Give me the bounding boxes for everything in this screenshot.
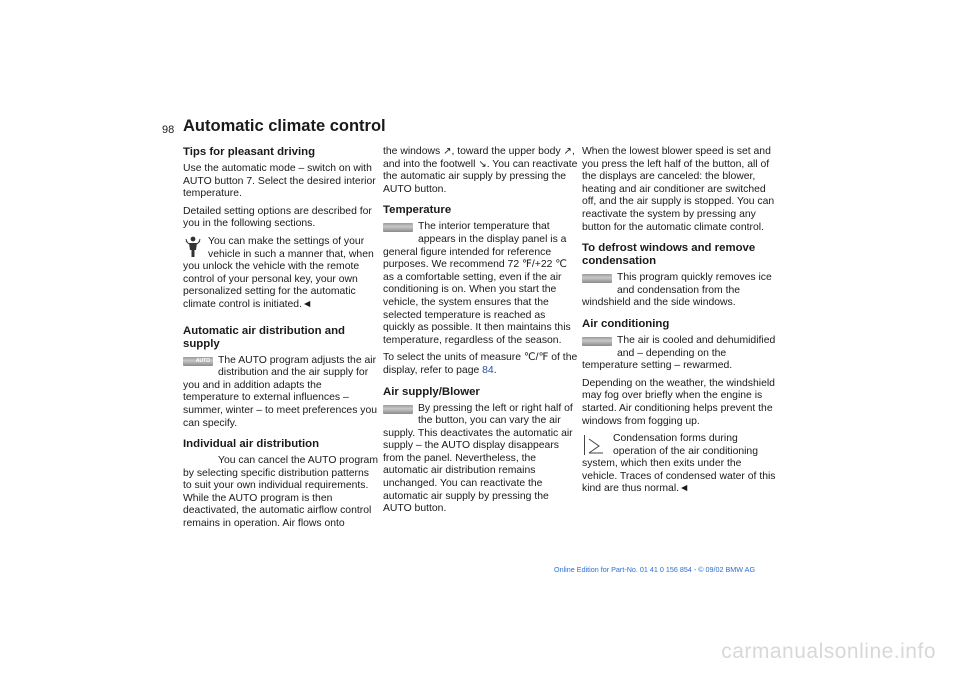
defrost-button-icon (582, 274, 612, 283)
paragraph-lowest-speed: When the lowest blower speed is set and you press the left half of the button, all of the displays are canceled: the blower, heating and air conditioner are switched off, and the air supply is stopped. You can reactivate the system by pressing any button for the automatic climate control. (582, 146, 775, 233)
personal-note (183, 236, 379, 312)
column-3 (582, 146, 778, 501)
heading-temperature: Temperature (383, 204, 452, 217)
heading-blower: Air supply/Blower (383, 385, 480, 398)
individual-section (183, 455, 379, 531)
temperature-button-icon (383, 223, 413, 232)
column-1 (183, 146, 379, 536)
paragraph-individual: You can cancel the AUTO program by selecting specific distribution patterns to suit your own individual requirements. While the AUTO program is then deactivated, the automatic airflow control remains in operation. Air flows onto (183, 455, 378, 530)
paragraph-auto: The AUTO program adjusts the air distribution and the air supply for you and in addition adapts the temperature to external influences – summer, winter – to meet preferences you can specify. (183, 354, 378, 429)
temperature-section (383, 221, 579, 347)
paragraph-tips-1: Use the automatic mode – switch on with AUTO button 7. Select the desired interior temperature. (183, 163, 376, 200)
page-number: 98 (162, 124, 175, 136)
air-arrow-icon: ↗ (563, 146, 572, 157)
footer-edition: Online Edition for Part-No. 01 41 0 156 854 - © 09/02 BMW AG (554, 565, 756, 574)
person-icon (183, 236, 203, 260)
defrost-section (582, 272, 778, 310)
blower-button-icon (383, 405, 413, 414)
heading-defrost: To defrost windows and remove condensation (582, 242, 756, 268)
heading-ac: Air conditioning (582, 317, 670, 330)
air-arrow-icon: ↗ (443, 146, 452, 157)
note-triangle-icon (584, 435, 607, 455)
paragraph-blower: By pressing the left or right half of the button, you can vary the air supply. This deactivates the automatic air supply – the AUTO display disappears from the panel. Nevertheless, the automatic air distribution remains unchanged. You can reactivate the automatic air supply by pressing the AUTO button. (383, 402, 573, 515)
paragraph-temperature: The interior temperature that appears in the display panel is a general figure intended for reference purposes. We recommend 72 ℉/+22 ℃ as a comfortable setting, even if the air conditioning is on. When you start the vehicle, the system ensures that the selected temperature is reached as quickly as possible. It then maintains this temperature, regardless of the season. (383, 221, 571, 346)
paragraph-tips-2: Detailed setting options are described for you in the following sections. (183, 205, 372, 230)
ac-note (582, 433, 778, 496)
auto-section (183, 355, 379, 431)
page-link[interactable]: 84 (482, 364, 494, 376)
paragraph-ac-note: Condensation forms during operation of the air conditioning system, which then exits under the vehicle. Traces of condensed water of this kind are thus normal.◄ (582, 433, 776, 495)
paragraph-ac-2: Depending on the weather, the windshield may fog over briefly when the engine is started. Air conditioning helps prevent the windows from fogging up. (582, 377, 775, 427)
paragraph-defrost: This program quickly removes ice and condensation from the windshield and the side windows. (582, 272, 772, 309)
heading-tips: Tips for pleasant driving (183, 146, 316, 158)
paragraph-continued: the windows ↗, toward the upper body ↗, and into the footwell ↘. You can reactivate the automatic air supply by pressing the AUTO button. (383, 146, 578, 195)
auto-button-icon: AUTO (183, 357, 213, 366)
paragraph-ac-1: The air is cooled and dehumidified and – depending on the temperature setting – rewarmed. (582, 334, 776, 372)
paragraph-units: To select the units of measure ℃/℉ of the display, refer to page 84. (383, 352, 578, 376)
paragraph-personal-note: You can make the settings of your vehicle in such a manner that, when you unlock the vehicle with the remote control of your personal key, your own personalized setting for the automatic climate control is initiated.◄ (183, 235, 374, 310)
blower-section (383, 403, 579, 516)
column-2 (383, 146, 579, 521)
watermark: carmanualsonline.info (721, 640, 936, 663)
ac-button-icon (582, 337, 612, 346)
page-title: Automatic climate control (183, 117, 386, 135)
heading-auto: Automatic air distribution and supply (183, 324, 346, 350)
air-arrow-icon: ↘ (478, 158, 487, 170)
ac-section (582, 335, 778, 373)
heading-individual: Individual air distribution (183, 438, 320, 451)
